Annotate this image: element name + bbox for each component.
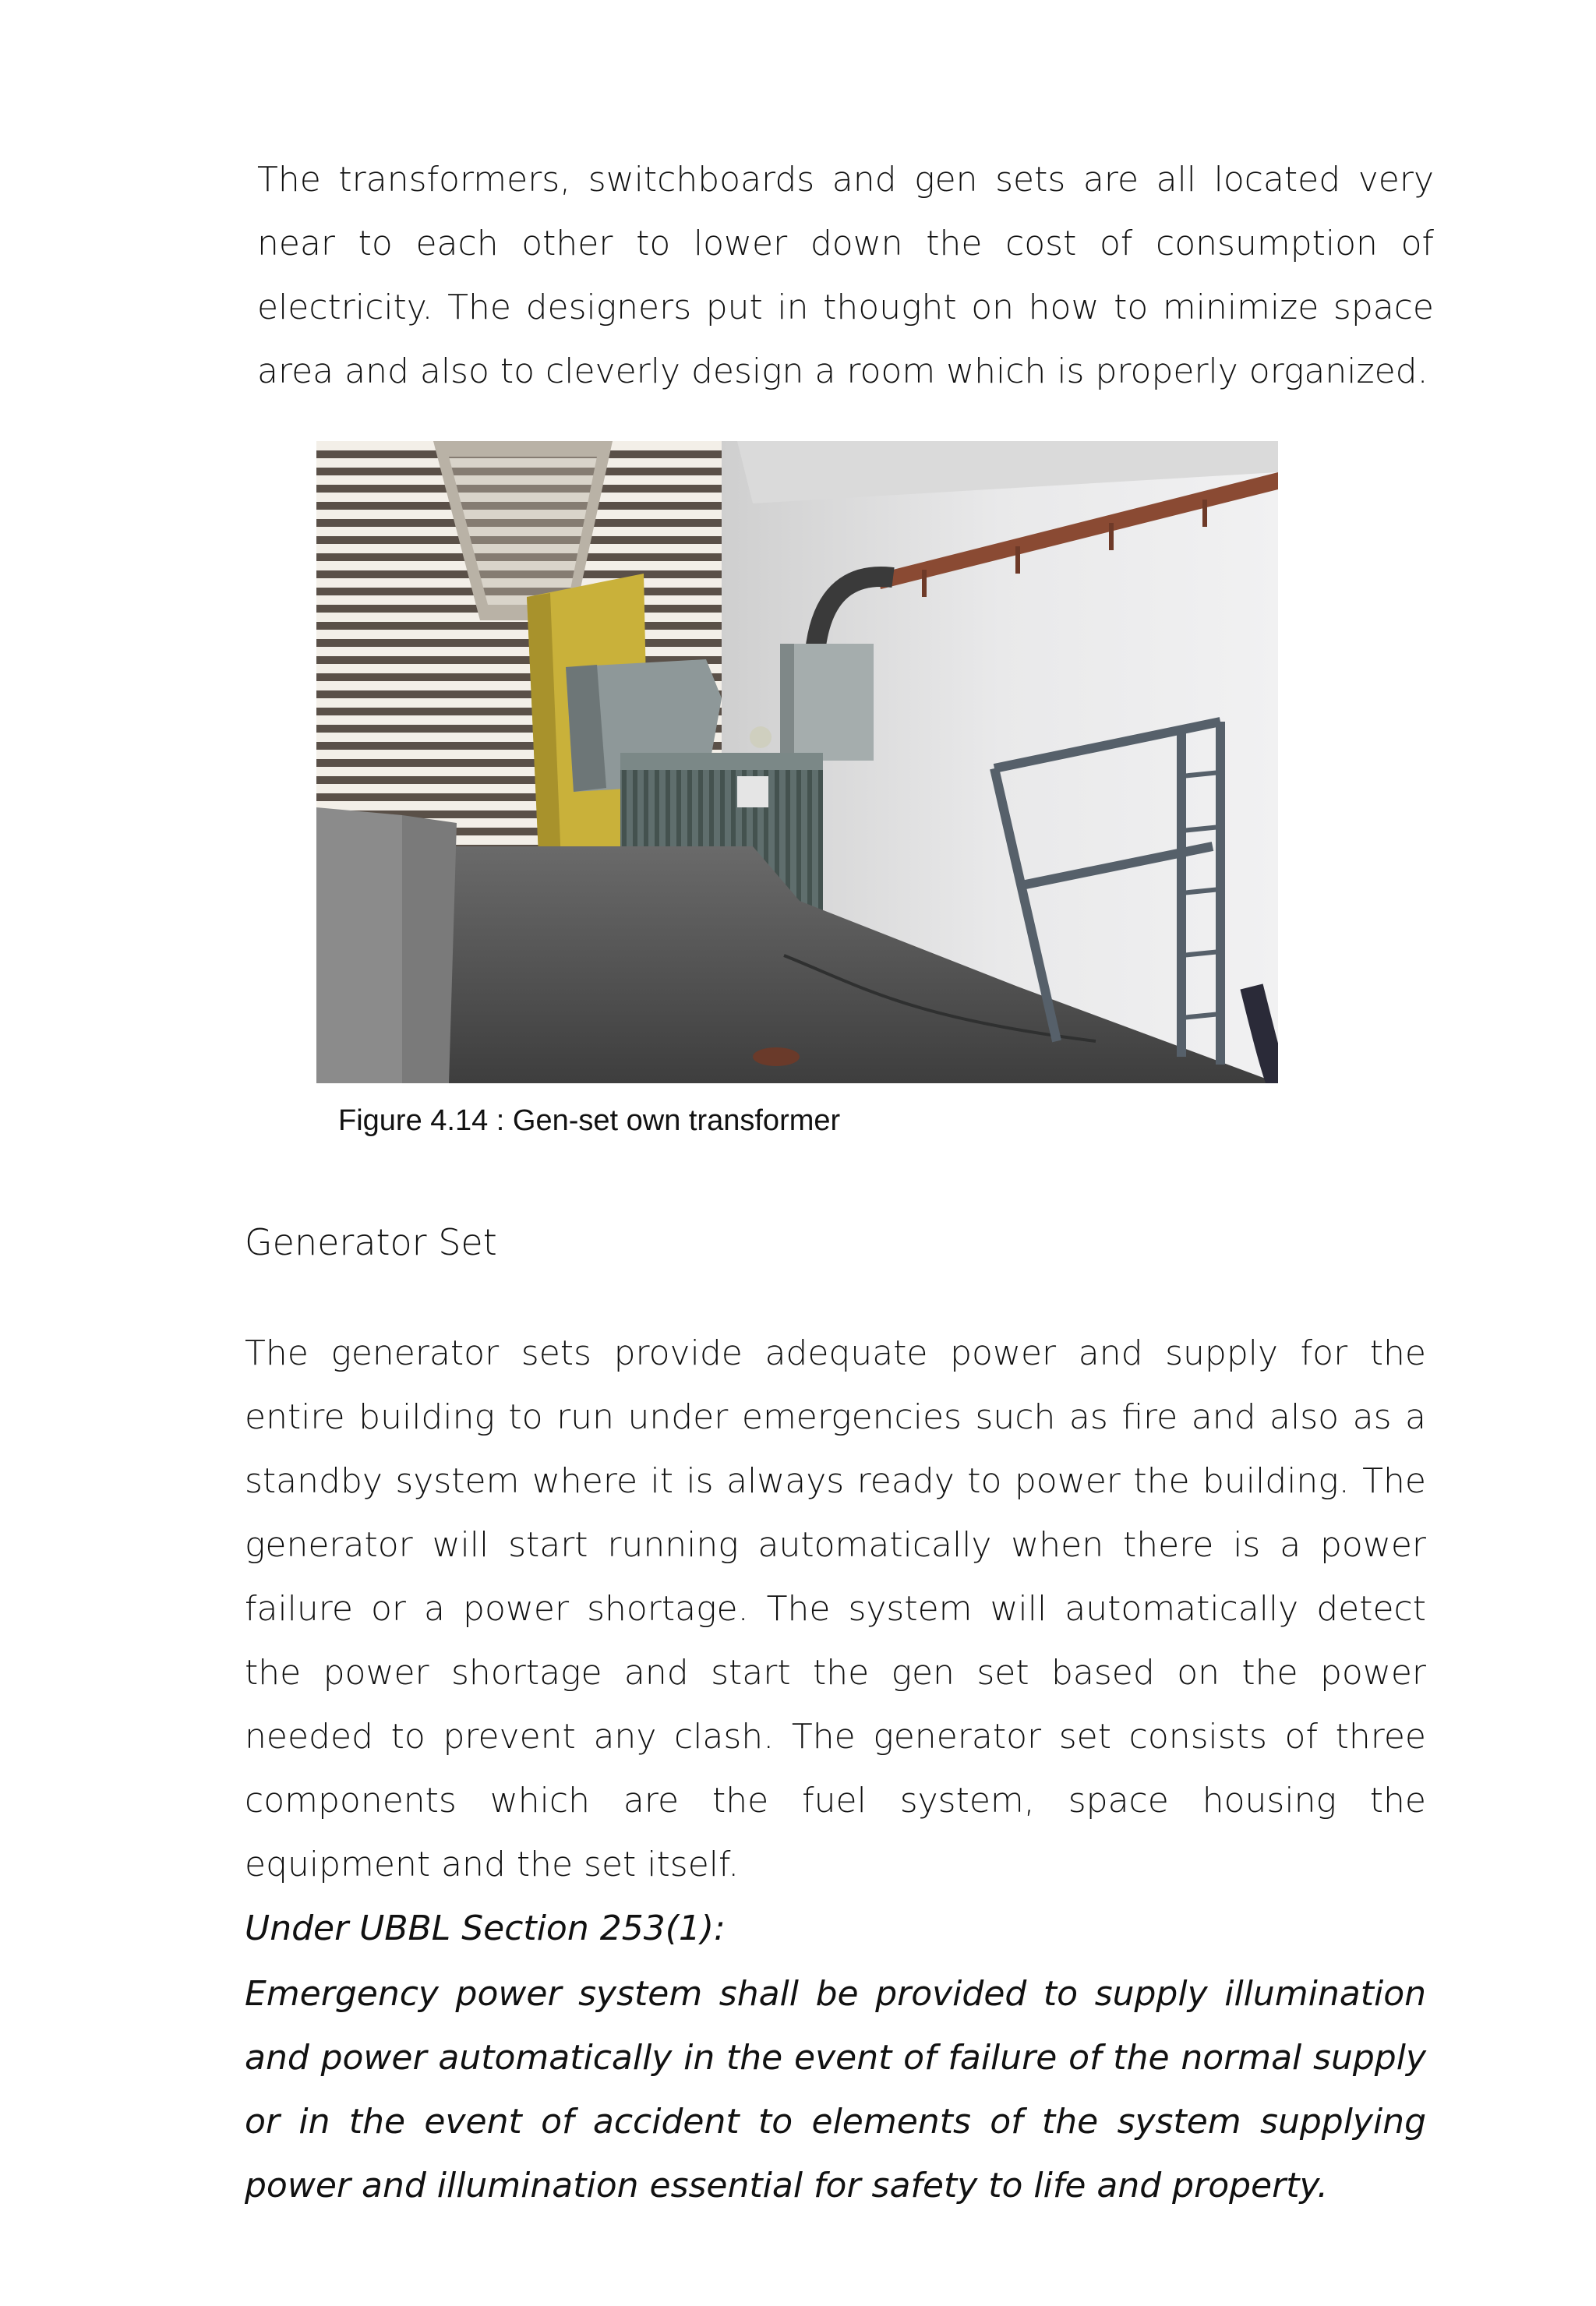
generator-paragraph: The generator sets provide adequate power and supply for the entire building to run under emergencies such as fire and also as a standby system where it is always ready to power the building. The generator will start running automatically when there is a power failure or a power shortage. The system will automatically detect the power shortage and start the gen set based on the power needed to prevent any clash. The generator set consists of three components which are the fuel system, space housing the equipment and the set itself. <box>245 1333 1426 1884</box>
intro-paragraph: The transformers, switchboards and gen sets are all located very near to each other to lower down the cost of consumption of electricity. The designers put in thought on how to minimize space area and also to cleverly design a room which is properly organized. <box>257 160 1434 391</box>
figure-caption: Figure 4.14 : Gen-set own transformer <box>338 1104 841 1137</box>
regulation-text: Emergency power system shall be provided to supply illumination and power automatically in the event of failure of the normal supply or in the event of accident to elements of the system supplying power and illumination essential for safety to life and property. <box>245 1974 1426 2205</box>
regulation-title: Under UBBL Section 253(1): <box>245 1909 726 1948</box>
transformer-photo <box>316 441 1278 1083</box>
section-heading: Generator Set <box>245 1221 497 1263</box>
transformer-photo-illustration <box>316 441 1278 1083</box>
